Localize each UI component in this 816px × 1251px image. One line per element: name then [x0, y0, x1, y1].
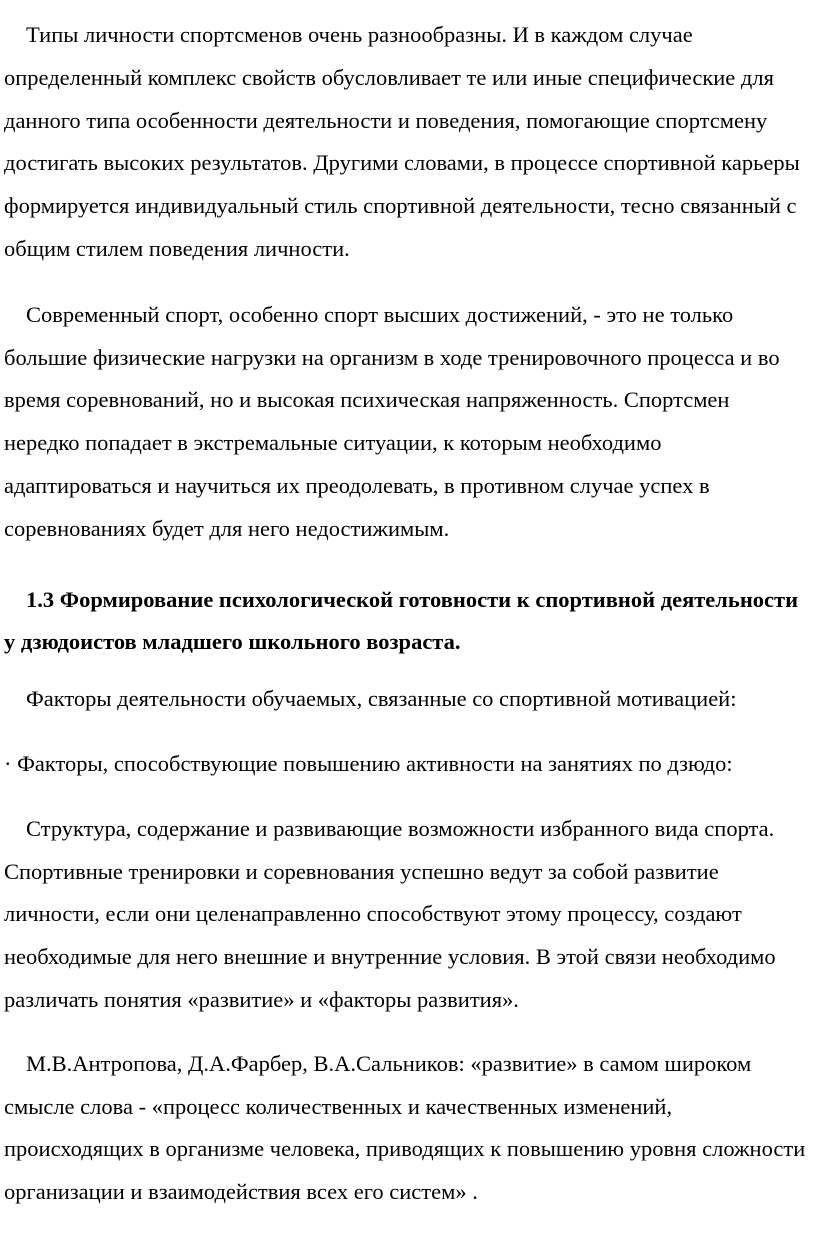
paragraph-antropova-quote: М.В.Антропова, Д.А.Фарбер, В.А.Сальников: «развитие» в самом широком смысле слова - «процесс количественных и качественных изменений, происходящих в организме человека, приводящих к повышению уровня сложности организации и взаимодействия всех его систем» . [4, 1050, 806, 1205]
section-heading: 1.3 Формирование психологической готовности к спортивной деятельности у дзюдоистов младшего школьного возраста. [4, 586, 799, 655]
paragraph-personality-types: Типы личности спортсменов очень разнообразны. И в каждом случае определенный комплекс свойств обусловливает те или иные специфические для данного типа особенности деятельности и поведения, помогающие спортсмену достигать высоких результатов. Другими словами, в процессе спортивной карьеры формируется индивидуальный стиль спортивной деятельности, тесно связанный с общим стилем поведения личности. [4, 22, 800, 261]
paragraph-modern-sport: Современный спорт, особенно спорт высших достижений, - это не только большие физические нагрузки на организм в ходе тренировочного процесса и во время соревнований, но и высокая психическая напряженность. Спортсмен нередко попадает в экстремальные ситуации, к которым необходимо адаптироваться и научиться их преодолевать, в противном случае успех в соревнованиях будет для него недостижимым. [4, 301, 780, 541]
paragraph-structure: Структура, содержание и развивающие возможности избранного вида спорта. Спортивные тренировки и соревнования успешно ведут за собой развитие личности, если они целенаправленно способствуют этому процессу, создают необходимые для него внешние и внутренние условия. В этой связи необходимо различать понятия «развитие» и «факторы развития». [4, 815, 776, 1012]
paragraph-factors-intro: Факторы деятельности обучаемых, связанные со спортивной мотивацией: [26, 686, 737, 712]
bullet-item-factors: · Факторы, способствующие повышению активности на занятиях по дзюдо: [4, 750, 733, 776]
